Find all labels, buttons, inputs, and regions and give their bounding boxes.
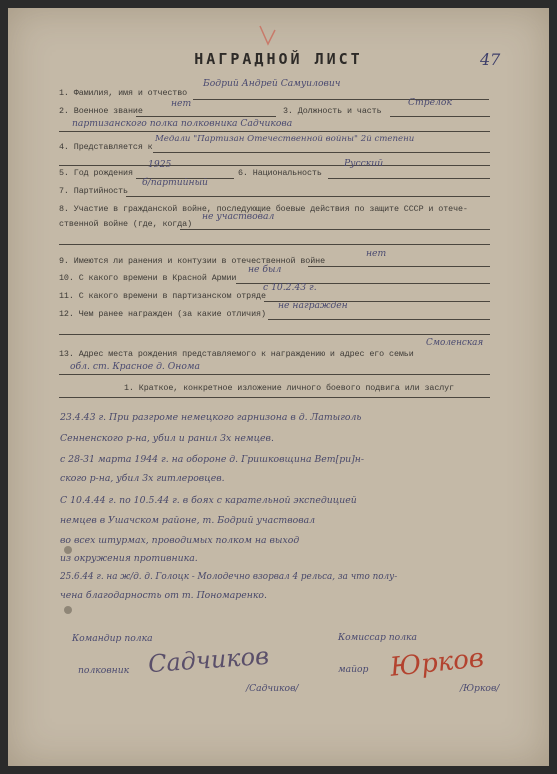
field-7-line	[126, 196, 490, 197]
binding-hole	[64, 606, 72, 614]
field-12-cont-line	[59, 334, 490, 335]
field-10-label: 10. С какого времени в Красной Армии	[59, 273, 237, 283]
corner-number: 47	[480, 50, 501, 69]
body-line: 23.4.43 г. При разгроме немецкого гарнизона в д. Латыголь	[60, 412, 362, 423]
field-13-label: 13. Адрес места рождения представляемого к награждению и адрес его семьи	[59, 349, 414, 359]
field-7-value: б/партийный	[142, 177, 208, 188]
award-sheet	[8, 8, 549, 766]
field-2-line	[136, 116, 276, 117]
red-check-mark-icon	[256, 22, 280, 52]
field-9-line	[308, 266, 490, 267]
field-8-cont-line	[59, 244, 490, 245]
field-2-label: 2. Военное звание	[59, 106, 143, 116]
field-3-line	[390, 116, 490, 117]
field-8-line	[180, 229, 490, 230]
body-line: из окружения противника.	[60, 553, 198, 564]
left-signatory-rank: полковник	[78, 665, 130, 676]
field-3-cont-line	[59, 131, 490, 132]
left-signatory-title: Командир полка	[72, 633, 153, 644]
field-8-label: 8. Участие в гражданской войне, последующие боевые действия по защите СССР и отече-	[59, 204, 468, 214]
field-9-label: 9. Имеются ли ранения и контузии в отечественной войне	[59, 256, 325, 266]
field-3-value-continued: партизанского полка полковника Садчикова	[72, 118, 293, 129]
field-6-label: 6. Национальность	[238, 168, 322, 178]
body-line: Сенненского р-на, убил и ранил 3х немцев.	[60, 433, 274, 444]
field-6-line	[328, 178, 490, 179]
field-11-value: с 10.2.43 г.	[263, 282, 317, 293]
field-13-line	[59, 374, 490, 375]
left-signatory-name: /Садчиков/	[246, 683, 299, 694]
body-line: С 10.4.44 г. по 10.5.44 г. в боях с карательной экспедицией	[60, 495, 357, 506]
body-line: ского р-на, убил 3х гитлеровцев.	[60, 473, 225, 484]
field-1-value: Бодрий Андрей Самуилович	[203, 78, 341, 89]
field-8-label-continued: ственной войне (где, когда)	[59, 219, 192, 229]
section-heading: 1. Краткое, конкретное изложение личного боевого подвига или заслуг	[124, 383, 455, 393]
body-line: немцев в Ушачском районе, т. Бодрий участвовал	[60, 515, 316, 526]
field-1-label: 1. Фамилия, имя и отчество	[59, 88, 188, 98]
field-3-label: 3. Должность и часть	[283, 106, 382, 116]
body-line: с 28-31 марта 1944 г. на обороне д. Гришковщина Вет[ри]н-	[60, 454, 365, 465]
body-line: 25.6.44 г. на ж/д. д. Голоцк - Молодечно взорвал 4 рельса, за что полу-	[60, 572, 398, 582]
right-signatory-title: Комиссар полка	[338, 632, 418, 643]
field-3-value: Стрелок	[408, 97, 452, 108]
body-line: во всех штурмах, проводимых полком на выход	[60, 535, 300, 546]
section-separator	[59, 397, 490, 398]
field-13-value-continued: обл. ст. Красное д. Онома	[70, 361, 200, 372]
field-11-label: 11. С какого времени в партизанском отряде	[59, 291, 266, 301]
field-5-value: 1925	[148, 159, 172, 170]
field-7-label: 7. Партийность	[59, 186, 128, 196]
right-signatory-name: /Юрков/	[460, 683, 500, 694]
field-8-value: не участвовал	[202, 211, 275, 222]
field-12-label: 12. Чем ранее награжден (за какие отличия)	[59, 309, 266, 319]
field-5-label: 5. Год рождения	[59, 168, 133, 178]
body-line: чена благодарность от т. Пономаренко.	[60, 590, 267, 601]
field-13-value: Смоленская	[426, 338, 484, 348]
field-4-cont-line	[59, 165, 490, 166]
field-2-value: нет	[171, 98, 192, 109]
field-12-line	[268, 319, 490, 320]
field-10-value: не был	[248, 264, 282, 275]
field-4-label: 4. Представляется к	[59, 142, 153, 152]
right-autograph: Юрков	[388, 643, 486, 683]
field-4-value: Медали "Партизан Отечественной войны" 2й степени	[155, 134, 415, 144]
field-12-value: не награжден	[278, 300, 348, 311]
document-title: НАГРАДНОЙ ЛИСТ	[194, 50, 363, 68]
right-signatory-rank: майор	[338, 664, 369, 675]
field-6-value: Русский	[344, 158, 384, 169]
field-4-line	[153, 152, 490, 153]
field-9-value: нет	[366, 248, 387, 259]
left-autograph: Садчиков	[147, 641, 270, 679]
